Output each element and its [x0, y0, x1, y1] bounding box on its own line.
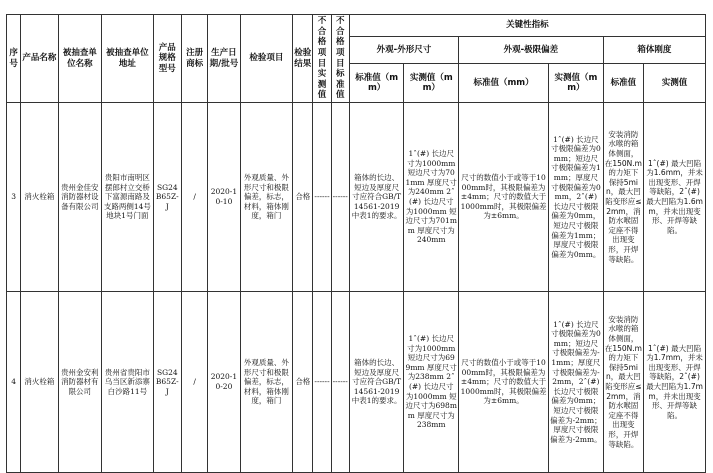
cell-size-standard: 箱体的长边、短边及厚度尺寸应符合GB/T14561-2019 中表1的要求。 — [349, 292, 404, 473]
cell-stiffness-standard: 安装消防水喉的箱体侧面，在150N.m的力矩下保持5min，最大凹陷变形应≤2mm，消防水喉固定座不得出现变形，开焊等缺陷。 — [603, 292, 643, 473]
cell-size-standard: 箱体的长边、短边及厚度尺寸应符合GB/T14561-2019 中表1的要求。 — [349, 103, 404, 292]
top-margin — [0, 0, 713, 13]
table-row — [7, 292, 706, 473]
cell-deviation-standard: 尺寸的数值小于或等于1000mm时，其极限偏差为±4mm；尺寸的数值大于1000mm时，其极限偏差为±6mm。 — [459, 103, 549, 292]
header-appearance-deviation: 外观-极限偏差 — [459, 37, 604, 64]
cell-product-name: 消火栓箱 — [21, 292, 58, 473]
header-stiffness-measured: 实测值 — [644, 64, 706, 103]
header-appearance-size: 外观-外形尺寸 — [349, 37, 458, 64]
cell-trademark: / — [181, 103, 207, 292]
header-inspected-address: 被抽查单位地址 — [102, 15, 154, 103]
inspection-results-table — [6, 14, 706, 473]
header-result: 检验结果 — [293, 15, 313, 103]
header-production-date: 生产日期/批号 — [208, 15, 240, 103]
header-deviation-measured: 实测值（mm） — [549, 64, 604, 103]
header-nonconforming-standard: 不合格项目标准值 — [331, 15, 349, 103]
header-inspected-unit: 被抽查单位名称 — [58, 15, 101, 103]
cell-nc-measured: ------ — [313, 103, 331, 292]
cell-stiffness-measured: 1ˆ(#) 最大凹陷为1.7mm，并未出现变形、开焊等缺陷，2ˆ(#) 最大凹陷为1.7mm，并未出现变形、开焊等缺陷。 — [644, 292, 706, 473]
cell-deviation-measured: 1ˆ(#) 长边尺寸极限偏差为0mm；短边尺寸极限偏差为1mm；厚度尺寸极限偏差为0mm，2ˆ(#) 长边尺寸极限偏差为0mm，短边尺寸极限偏差为1mm；厚度尺寸极限偏差为0mm。 — [549, 103, 604, 292]
cell-size-measured: 1ˆ(#) 长边尺寸为1000mm 短边尺寸为701mm 厚度尺寸为240mm 2ˆ(#) 长边尺寸为1000mm 短边尺寸为701mm 厚度尺寸为240mm — [404, 103, 459, 292]
cell-address: 贵州省贵阳市乌当区新添寨白沙路11号 — [102, 292, 154, 473]
cell-unit: 贵州金佳安消防器材设备有限公司 — [58, 103, 101, 292]
cell-date: 2020-10-20 — [208, 292, 240, 473]
cell-nc-standard: ------ — [331, 103, 349, 292]
cell-items: 外观质量、外形尺寸和极限偏差，标志，材料，箱体刚度，箱门 — [240, 292, 293, 473]
header-box-stiffness: 箱体刚度 — [603, 37, 705, 64]
header-deviation-standard: 标准值（mm） — [459, 64, 549, 103]
cell-product-name: 消火栓箱 — [21, 103, 58, 292]
cell-size-measured: 1ˆ(#) 长边尺寸为1000mm 短边尺寸为699mm 厚度尺寸为238mm 2ˆ(#) 长边尺寸为1000mm 短边尺寸为698mm 厚度尺寸为238mm — [404, 292, 459, 473]
cell-result: 合格 — [293, 103, 313, 292]
header-inspection-items: 检验项目 — [240, 15, 293, 103]
header-key-indicators: 关键性指标 — [349, 15, 705, 37]
cell-date: 2020-10-10 — [208, 103, 240, 292]
cell-nc-measured: ------ — [313, 292, 331, 473]
header-size-measured: 实测值（mm） — [404, 64, 459, 103]
cell-deviation-measured: 1ˆ(#) 长边尺寸极限偏差为0mm；短边尺寸极限偏差为-1mm；厚度尺寸极限偏差为-2mm，2ˆ(#) 长边尺寸极限偏差为0mm；短边尺寸极限偏差为-2mm；厚度尺寸极限偏差为-2mm。 — [549, 292, 604, 473]
header-stiffness-standard: 标准值 — [603, 64, 643, 103]
header-seq: 序号 — [7, 15, 21, 103]
header-product-name: 产品名称 — [21, 15, 58, 103]
cell-deviation-standard: 尺寸的数值小于或等于1000mm时，其极限偏差为±4mm；尺寸的数值大于1000mm时，其极限偏差为±6mm。 — [459, 292, 549, 473]
header-size-standard: 标准值（mm） — [349, 64, 404, 103]
cell-result: 合格 — [293, 292, 313, 473]
cell-seq: 4 — [7, 292, 21, 473]
table-row — [7, 103, 706, 292]
cell-address: 贵阳市南明区摆郎村立交桥下富源南路及支路两侧14号地块1号门面 — [102, 103, 154, 292]
header-nonconforming-measured: 不合格项目实测值 — [313, 15, 331, 103]
cell-seq: 3 — [7, 103, 21, 292]
cell-stiffness-standard: 安装消防水喉的箱体侧面，在150N.m的力矩下保持5min，最大凹陷变形应≤2mm，消防水喉固定座不得出现变形，开焊等缺陷。 — [603, 103, 643, 292]
cell-model: SG24B65Z-J — [153, 292, 181, 473]
header-trademark: 注册商标 — [181, 15, 207, 103]
cell-nc-standard: ------ — [331, 292, 349, 473]
cell-trademark: / — [181, 292, 207, 473]
header-product-model: 产品规格型号 — [153, 15, 181, 103]
cell-stiffness-measured: 1ˆ(#) 最大凹陷为1.6mm，并未出现变形、开焊等缺陷，2ˆ(#) 最大凹陷为1.6mm，并未出现变形、开焊等缺陷。 — [644, 103, 706, 292]
cell-items: 外观质量、外形尺寸和极限偏差，标志，材料，箱体刚度，箱门 — [240, 103, 293, 292]
cell-unit: 贵州金安利消防器材有限公司 — [58, 292, 101, 473]
cell-model: SG24B65Z-J — [153, 103, 181, 292]
